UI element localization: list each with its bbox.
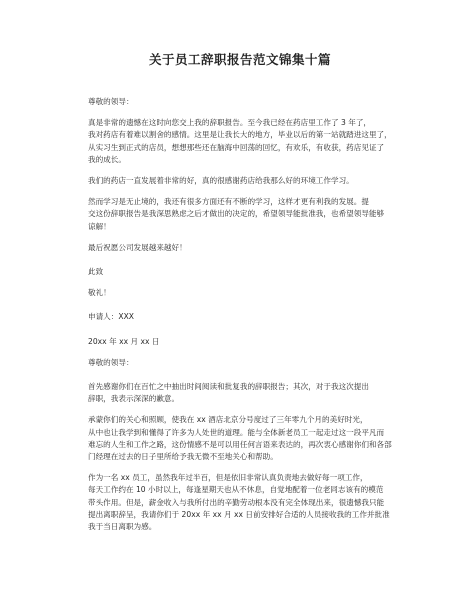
text-line: 每天工作约在 10 小时以上，每逢星期天也从不休息，自觉地配着一位老同志该有的模范 xyxy=(88,485,384,495)
text-line: 然而学习是无止境的，我还有很多方面还有不断的学习，这样才更有利我的发展。提 xyxy=(88,197,369,207)
text-line: 带头作用。但是，薪金收入与我所付出的辛勤劳动根本没有完全体现出来，很遗憾我只能 xyxy=(88,497,385,507)
paragraph xyxy=(88,196,422,233)
text-line: 我对药店有着难以割舍的感情。这里是让我长大的地方，毕业以后的第一站就踏进这里了， xyxy=(88,130,392,140)
text-line: 首先感谢你们在百忙之中抽出时间阅读和批复我的辞职报告；其次，对于我这次提出 xyxy=(88,382,369,392)
applicant-line: 申请人：XXX xyxy=(88,312,134,322)
text-line: 门经理在过去的日子里所给予我无微不至地关心和帮助。 xyxy=(88,452,278,462)
text-line: 交这份辞职报告是我深思熟虑之后才做出的决定的，希望领导能批准我，也希望领导能够 xyxy=(88,209,385,219)
paragraph xyxy=(88,472,422,533)
text-line: 真是非常的遗憾在这时向您交上我的辞职报告。至今我已经在药店里工作了 3 年了， xyxy=(88,118,372,128)
closing-line: 敬礼！ xyxy=(88,288,111,298)
text-line: 作为一名 xx 员工，虽然我年过半百，但是依旧非常认真负责地去做好每一项工作， xyxy=(88,473,368,483)
wish-line: 最后祝愿公司发展越来越好！ xyxy=(88,242,187,252)
paragraph xyxy=(88,117,422,166)
text-line: 我的成长。 xyxy=(88,154,126,164)
text-line: 从实习生到正式的店员，想想那些还在脑海中回荡的回忆，有欢乐，有收获，药店见证了 xyxy=(88,142,385,152)
date-line: 20xx 年 xx 月 xx 日 xyxy=(88,336,160,346)
paragraph xyxy=(88,414,422,463)
salutation: 尊敬的领导： xyxy=(88,357,134,367)
text-line: 从中也让我学到和懂得了许多为人处世的道理。能与全体新老员工一起走过这一段平凡而 xyxy=(88,427,385,437)
text-line: 我们的药店一直发展着非常的好，真的很感谢药店给我那么好的环境工作学习。 xyxy=(88,176,354,186)
closing-line: 此致 xyxy=(88,267,104,277)
text-line: 我于当日离职为感。 xyxy=(88,522,157,532)
text-line: 辞职，我表示深深的歉意。 xyxy=(88,394,180,404)
text-line: 提出离职辞呈，我请你们于 20xx 年 xx 月 xx 日前安排好合适的人员接收我的工作并批准 xyxy=(88,509,390,519)
text-line: 谅解！ xyxy=(88,221,111,231)
text-line: 承蒙你们的关心和照顾，使我在 xx 酒店北京分号度过了三年零九个月的美好时光， xyxy=(88,415,368,425)
paragraph xyxy=(88,381,422,405)
text-line: 难忘的人生和工作之路，这份情感不是可以用任何言语来表达的，再次衷心感谢你们和各部 xyxy=(88,439,392,449)
document-title: 关于员工辞职报告范文锦集十篇 xyxy=(148,52,331,67)
salutation: 尊敬的领导： xyxy=(88,97,134,106)
